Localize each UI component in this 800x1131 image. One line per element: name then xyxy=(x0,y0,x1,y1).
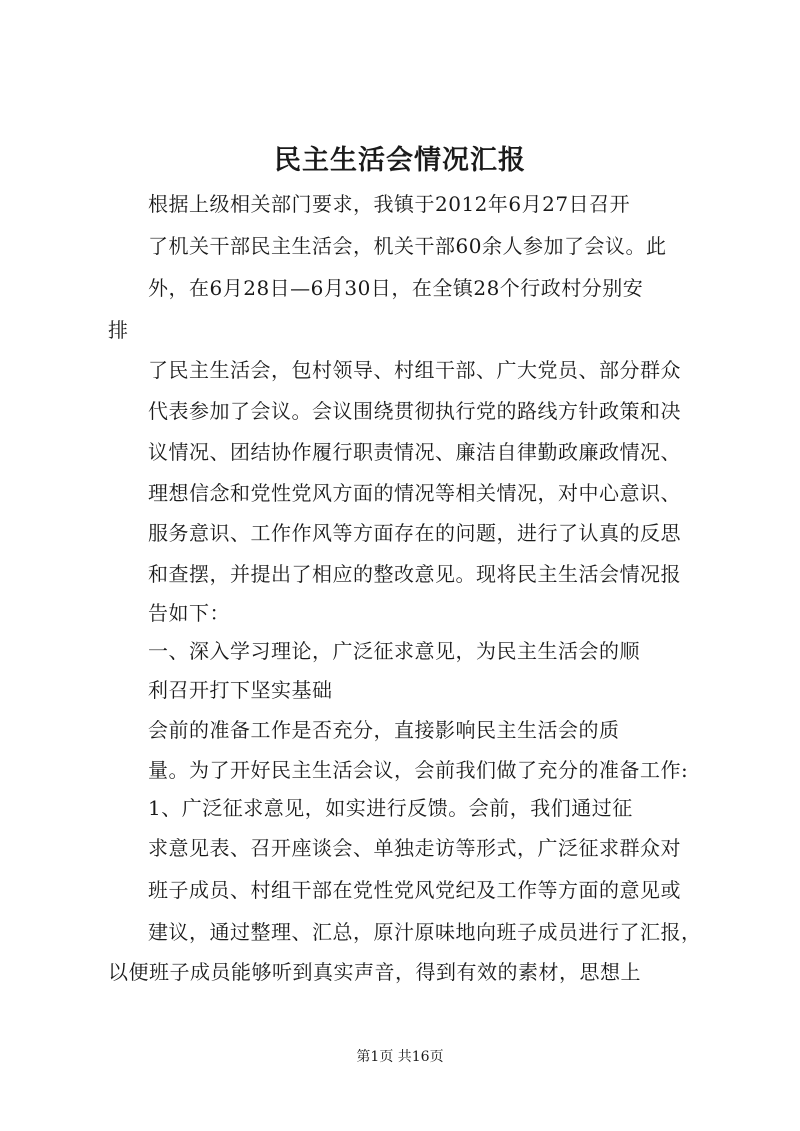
body-line: 排 xyxy=(108,318,129,342)
body-line: 求意见表、召开座谈会、单独走访等形式，广泛征求群众对 xyxy=(148,836,681,860)
body-line: 服务意识、工作作风等方面存在的问题，进行了认真的反思 xyxy=(148,521,681,545)
body-line: 议情况、团结协作履行职责情况、廉洁自律勤政廉政情况、 xyxy=(148,440,681,464)
body-line: 了机关干部民主生活会，机关干部60余人参加了会议。此 xyxy=(148,234,667,258)
body-line: 班子成员、村组干部在党性党风党纪及工作等方面的意见或 xyxy=(148,878,681,902)
section-heading: 一、深入学习理论，广泛征求意见，为民主生活会的顺 xyxy=(148,639,640,663)
body-line: 建议，通过整理、汇总，原汁原味地向班子成员进行了汇报， xyxy=(148,920,702,944)
body-line: 以便班子成员能够听到真实声音，得到有效的素材，思想上 xyxy=(108,960,641,984)
body-line: 理想信念和党性党风方面的情况等相关情况，对中心意识、 xyxy=(148,481,681,505)
page-footer: 第1页 共16页 xyxy=(356,1049,444,1065)
body-line: 会前的准备工作是否充分，直接影响民主生活会的质 xyxy=(148,718,620,742)
section-heading: 利召开打下坚实基础 xyxy=(148,678,333,702)
body-line: 量。为了开好民主生活会议，会前我们做了充分的准备工作: xyxy=(148,758,689,782)
body-line: 外，在6月28日—6月30日，在全镇28个行政村分别安 xyxy=(148,276,644,300)
body-line: 根据上级相关部门要求，我镇于2012年6月27日召开 xyxy=(148,192,631,216)
body-line: 代表参加了会议。会议围绕贯彻执行党的路线方针政策和决 xyxy=(148,399,681,423)
document-title: 民主生活会情况汇报 xyxy=(274,145,526,176)
body-line: 告如下： xyxy=(148,601,230,625)
body-line: 和查摆，并提出了相应的整改意见。现将民主生活会情况报 xyxy=(148,562,681,586)
body-line: 1、广泛征求意见，如实进行反馈。会前，我们通过征 xyxy=(148,796,633,820)
body-line: 了民主生活会，包村领导、村组干部、广大党员、部分群众 xyxy=(148,358,681,382)
